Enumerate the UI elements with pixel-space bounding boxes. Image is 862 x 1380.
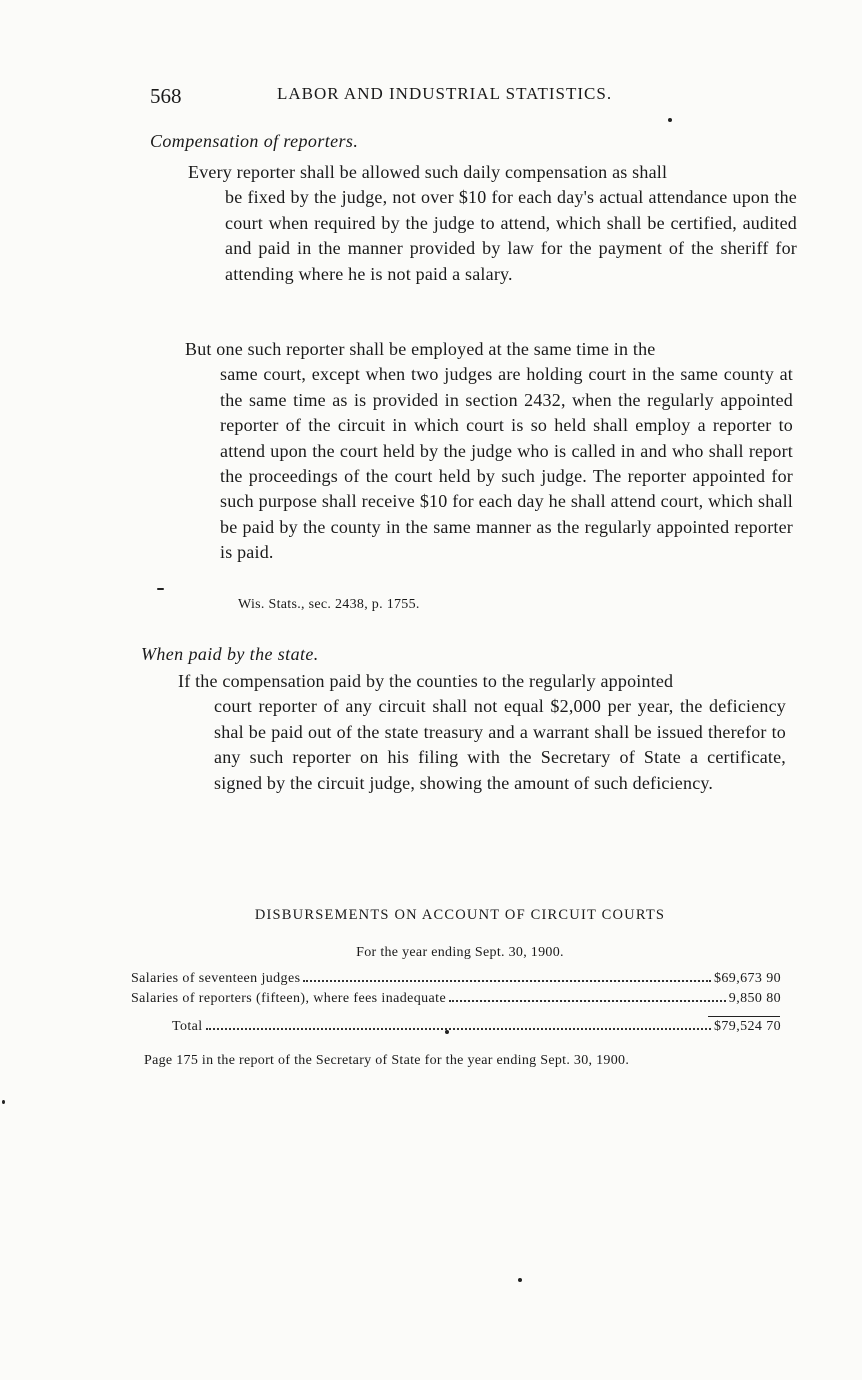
paragraph-body: same court, except when two judges are holding court in the same county at the same time as is provided in section 2432, when the regularly appointed reporter of the circuit in which court is so held shall employ a reporter to attend upon the court held by the judge who is called in and who shall report the proceedings of the court held by such judge. The reporter appointed for such purpose shall receive $10 for each day he shall attend court, which shall be paid by the county in the same manner as the regularly appointed reporter is paid.: [220, 364, 793, 563]
row-label: Salaries of seventeen judges: [131, 971, 301, 986]
paragraph-body: court reporter of any circuit shall not equal $2,000 per year, the deficiency shal be paid out of the state treasury and a warrant shall be issued therefor to any such reporter on his filing with the Secretary of State a certificate, signed by the circuit judge, showing the amount of such deficiency.: [214, 696, 786, 793]
source-note: [130, 1052, 780, 1070]
scan-speck: [518, 1278, 522, 1282]
total-label: Total: [172, 1019, 203, 1034]
page-number: 568: [150, 84, 182, 108]
leader-dots: [449, 1000, 726, 1002]
paragraph-first-line: Every reporter shall be allowed such daily compensation as shall: [188, 162, 668, 182]
paragraph-body: be fixed by the judge, not over $10 for each day's actual attendance upon the court when required by the judge to attend, which shall be certified, audited and paid in the manner provided by law for the payment of the sheriff for attending where he is not paid a salary.: [225, 187, 797, 284]
leader-dots: [303, 980, 711, 982]
statute-citation: Wis. Stats., sec. 2438, p. 1755.: [238, 597, 420, 612]
scan-speck: [157, 588, 164, 590]
paragraph-state-payment: [178, 669, 786, 796]
scan-speck: [445, 1030, 449, 1034]
row-amount: $69,673 90: [714, 971, 781, 986]
disbursement-total-row: [172, 1019, 781, 1039]
paragraph-first-line: But one such reporter shall be employed at the same time in the: [185, 339, 656, 359]
scan-speck: [668, 118, 672, 122]
scan-speck: [2, 1100, 5, 1104]
source-note-text: Page 175 in the report of the Secretary of State for the year ending Sept. 30, 1900.: [144, 1053, 630, 1068]
total-rule: [708, 1016, 780, 1017]
disbursement-row: [131, 991, 781, 1011]
row-label: Salaries of reporters (fifteen), where fees inadequate: [131, 991, 447, 1006]
section-heading-compensation: Compensation of reporters.: [150, 131, 359, 151]
total-amount: $79,524 70: [714, 1019, 781, 1034]
running-title: LABOR AND INDUSTRIAL STATISTICS.: [277, 84, 613, 103]
row-amount: 9,850 80: [728, 991, 781, 1006]
paragraph-first-line: If the compensation paid by the counties to the regularly appointed: [178, 671, 674, 691]
leader-dots: [206, 1028, 711, 1030]
disbursement-row: [131, 971, 781, 991]
paragraph-daily-compensation: [188, 160, 797, 287]
paragraph-one-reporter: [185, 337, 793, 566]
disbursements-title: DISBURSEMENTS ON ACCOUNT OF CIRCUIT COURTS: [254, 907, 666, 923]
page-header: [150, 84, 680, 112]
section-heading-paid-by-state: When paid by the state.: [141, 644, 319, 664]
disbursements-subtitle: For the year ending Sept. 30, 1900.: [356, 945, 564, 960]
